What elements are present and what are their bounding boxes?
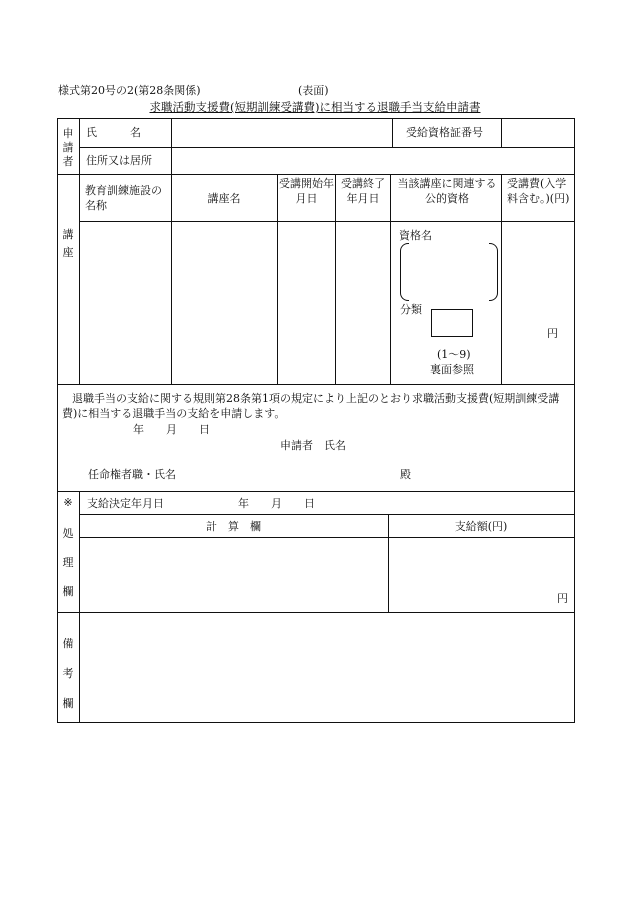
- applicant-section-label: 申請者: [62, 127, 74, 168]
- rule-course-end: [57, 384, 575, 385]
- rule-course-col-4: [390, 174, 391, 384]
- table-border-right: [574, 118, 575, 723]
- col-start-header: 受講開始年月日: [279, 177, 334, 205]
- declaration-date: 年 月 日: [133, 423, 210, 436]
- rule-processing-end: [57, 612, 575, 613]
- processing-mark: ※: [63, 496, 73, 509]
- application-form-table: [57, 118, 575, 723]
- category-note: 裏面参照: [430, 363, 474, 376]
- decision-date-label: 支給決定年月日: [87, 497, 164, 510]
- category-input-box[interactable]: [431, 309, 473, 337]
- category-label: 分類: [400, 303, 422, 316]
- course-section-label: 講座: [62, 228, 74, 259]
- qualification-bracket-right: [489, 243, 498, 301]
- address-label: 住所又は居所: [86, 154, 152, 167]
- rule-calc-header: [79, 537, 575, 538]
- fee-unit: 円: [547, 327, 558, 340]
- qualification-bracket-left: [400, 243, 409, 301]
- authority-label: 任命権者職・氏名: [88, 468, 176, 481]
- decision-date-fields: 年 月 日: [238, 497, 315, 510]
- col-facility-header: 教育訓練施設の名称: [85, 184, 162, 212]
- amount-unit: 円: [557, 592, 568, 605]
- table-border-top: [57, 118, 575, 119]
- processing-section-label: 処理欄: [62, 527, 74, 598]
- rule-course-col-2: [277, 174, 278, 384]
- col-fee-header: 受講費(入学料含む。)(円): [507, 177, 570, 205]
- rule-declaration-end: [57, 491, 575, 492]
- honorific: 殿: [400, 468, 411, 481]
- rule-decision-date: [79, 514, 575, 515]
- col-qualification-header: 当該講座に関連する公的資格: [397, 177, 497, 205]
- table-border-bottom: [57, 722, 575, 723]
- rule-applicant-mid: [79, 147, 575, 148]
- rule-course-col-5: [501, 174, 502, 384]
- rule-label-col-1: [79, 118, 80, 174]
- rule-label-col-2: [79, 174, 80, 384]
- rule-cert-label-left: [392, 118, 393, 147]
- applicant-name-label: 申請者 氏名: [280, 439, 346, 452]
- col-end-header: 受講終了年月日: [341, 177, 385, 205]
- side-label: (表面): [298, 84, 329, 97]
- rule-applicant-end: [57, 174, 575, 175]
- name-label: 氏 名: [86, 126, 141, 139]
- remarks-section-label: 備考欄: [62, 637, 74, 710]
- declaration-text: 退職手当の支給に関する規則第28条第1項の規定により上記のとおり求職活動支援費(短期訓練受講費)に相当する退職手当の支給を申請します。: [62, 392, 560, 420]
- category-range: (1〜9): [437, 348, 471, 361]
- form-number: 様式第20号の2(第28条関係): [58, 84, 201, 97]
- document-title: 求職活動支援費(短期訓練受講費)に相当する退職手当支給申請書: [149, 100, 481, 114]
- rule-name-label-right: [171, 118, 172, 147]
- rule-cert-label-right: [501, 118, 502, 147]
- rule-address-label-right: [171, 147, 172, 174]
- amount-column-header: 支給額(円): [454, 520, 508, 533]
- qualification-name-label: 資格名: [399, 229, 432, 242]
- rule-label-col-4: [79, 612, 80, 722]
- cert-number-label: 受給資格証番号: [406, 126, 483, 139]
- col-course-header: 講座名: [207, 192, 241, 205]
- rule-label-col-3: [79, 491, 80, 612]
- rule-course-col-3: [335, 174, 336, 384]
- calc-column-header: 計 算 欄: [206, 520, 261, 533]
